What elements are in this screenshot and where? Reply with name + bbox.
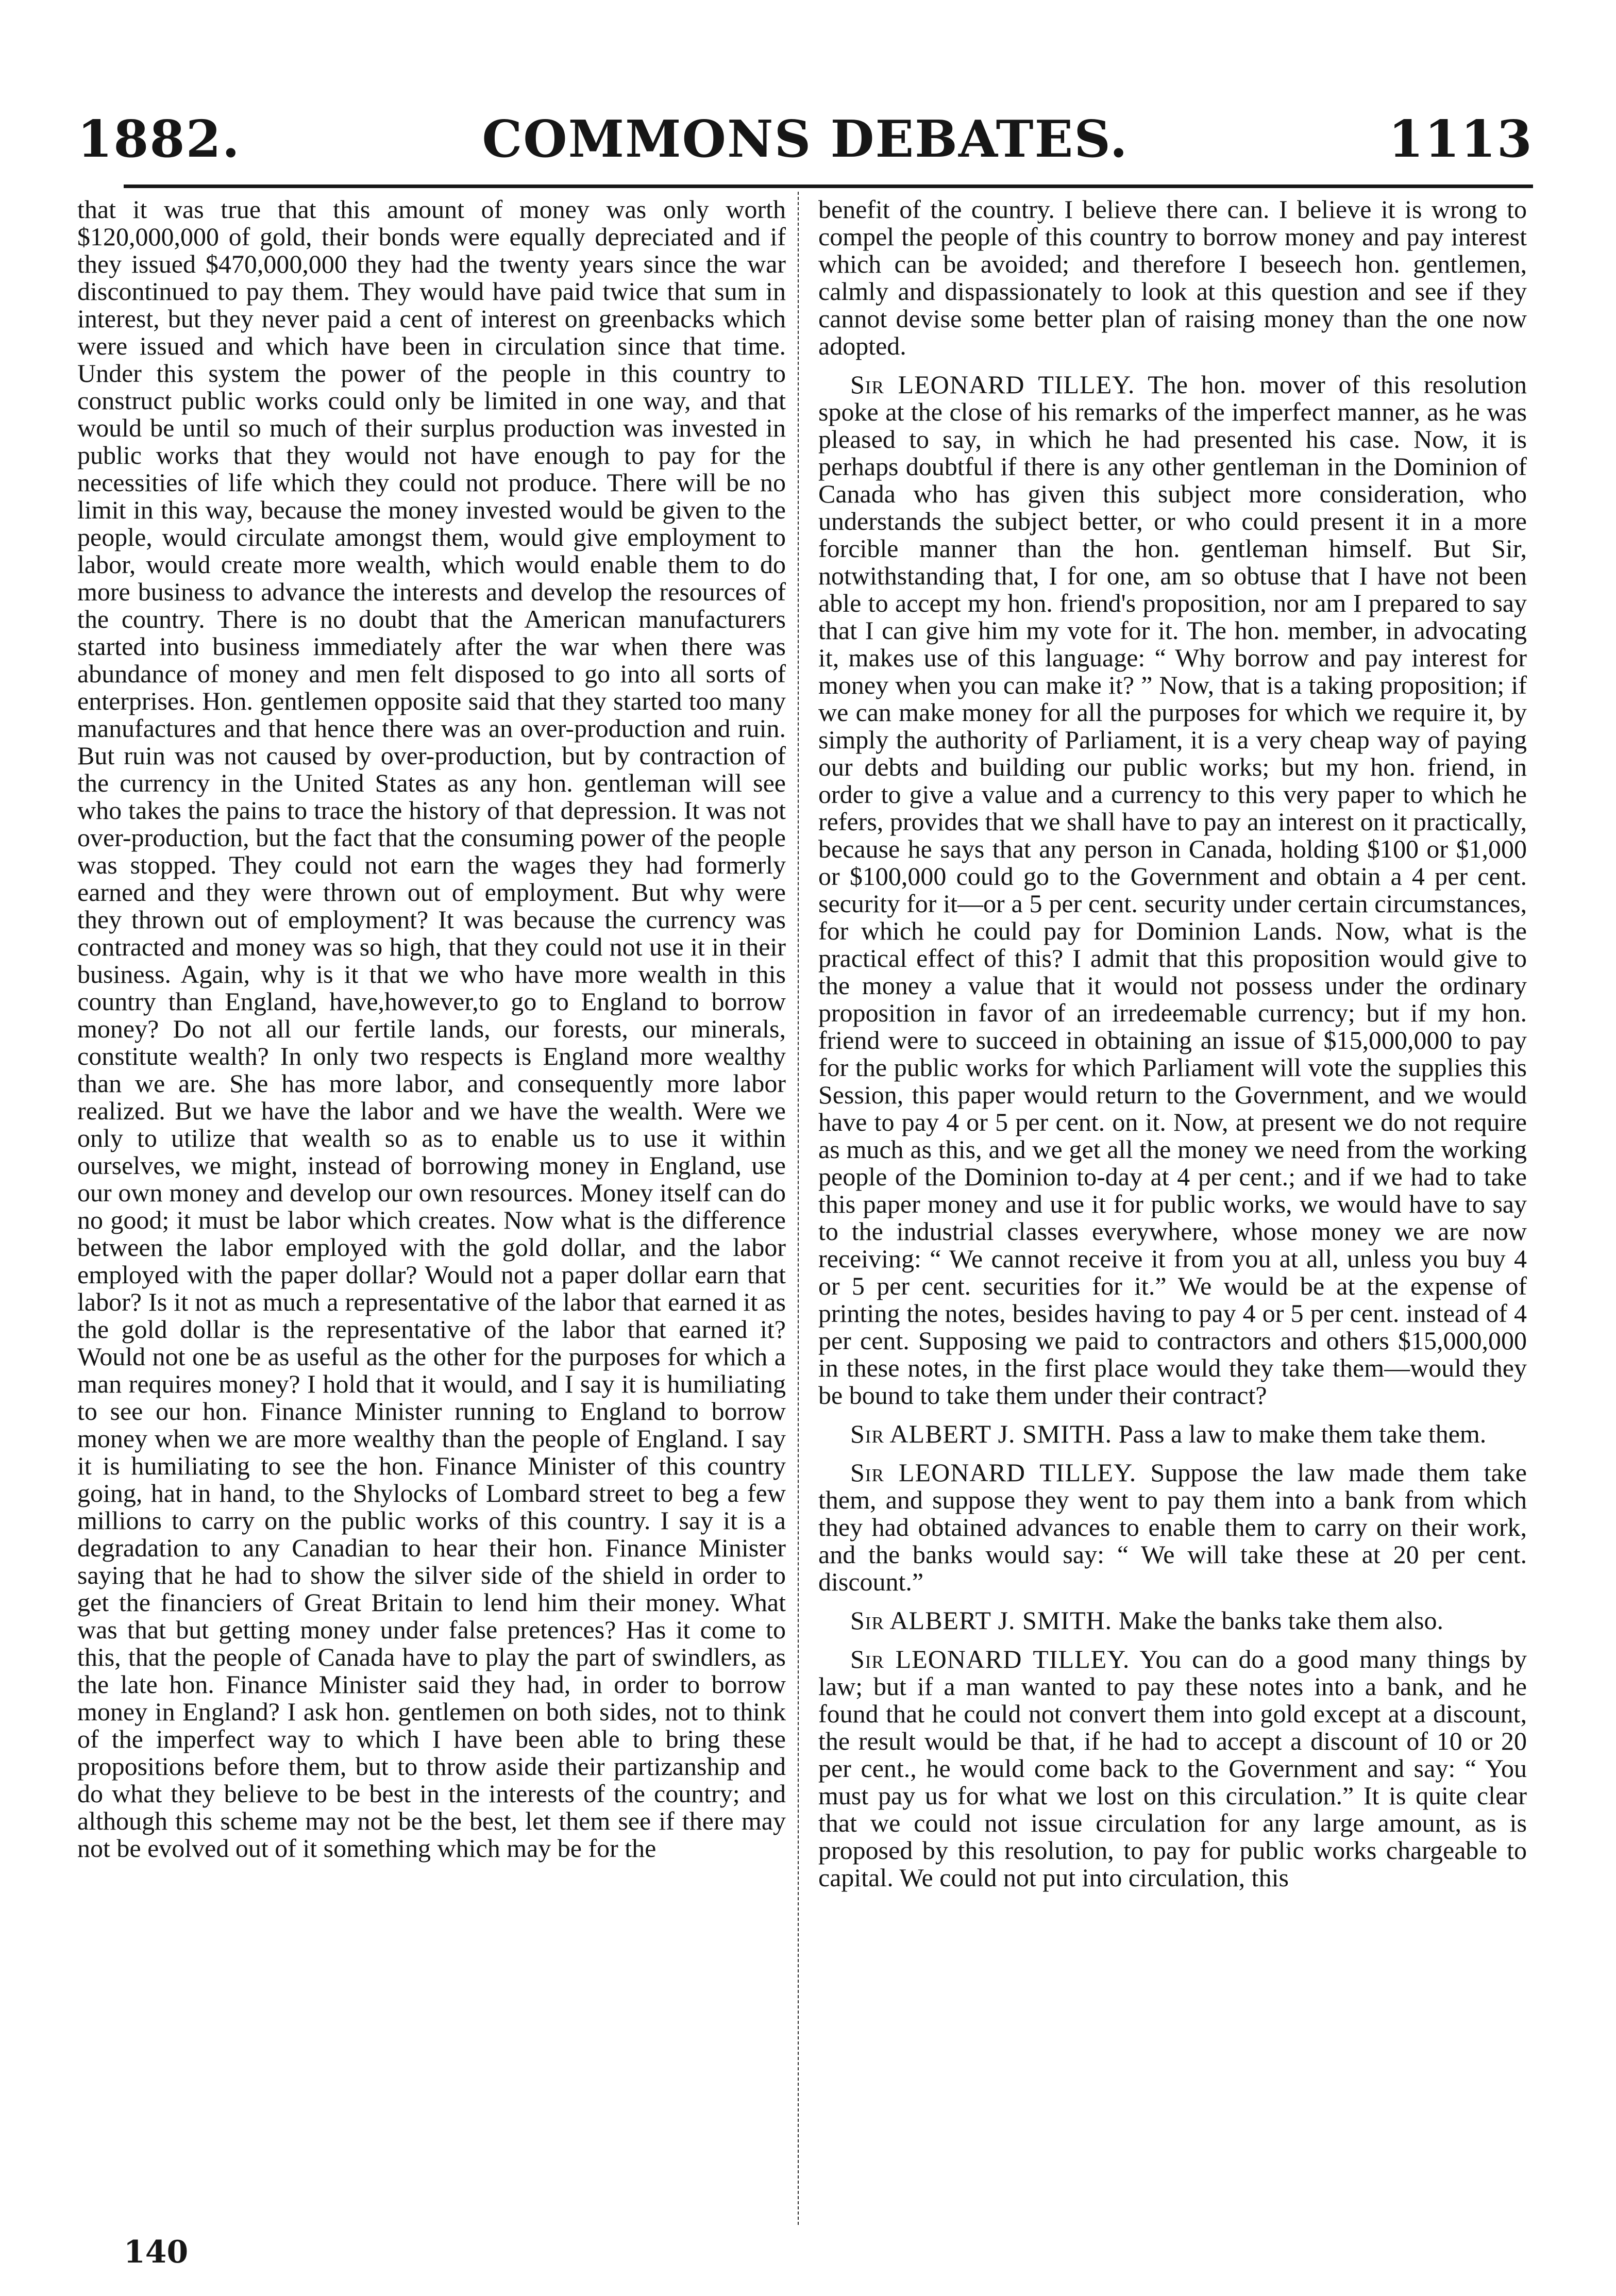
speaker-name: Sir LEONARD TILLEY. [850, 1645, 1130, 1673]
speech-text: The hon. mover of this resolution spoke at the close of his remarks of the imperfect manner, as he was pleased to say, in which he had presented his case. Now, it is perhaps doubtful if there is any other gentleman in the Dominion of Canada who has given this subject more consideration, who understands the subject better, or who could present it in a more forcible manner than the hon. gentleman himself. But Sir, notwithstanding that, I for one, am so obtuse that I have not been able to accept my hon. friend's proposition, nor am I prepared to say that I can give him my vote for it. The hon. member, in advocating it, makes use of this language: “ Why borrow and pay interest for money when you can make it? ” Now, that is a taking proposition; if we can make money for all the purposes for which we require it, by simply the authority of Parliament, it is a very cheap way of paying our debts and building our public works; but my hon. friend, in order to give a value and a currency to this very paper to which he refers, provides that we shall have to pay an interest on it practically, because he says that any person in Canada, holding $100 or $1,000 or $100,000 could go to the Government and obtain a 4 per cent. security for it—or a 5 per cent. security under certain circumstances, for which he could pay for Dominion Lands. Now, what is the practical effect of this? I admit that this proposition would give to the money a value that it would not possess under the ordinary proposition in favor of an irredeemable currency; but if my hon. friend were to succeed in obtaining an issue of $15,000,000 to pay for the public works for which Parliament will vote the supplies this Session, this paper would return to the Government, and we would have to pay 4 or 5 per cent. on it. Now, at present we do not require as much as this, and we get all the money we need from the working people of the Dominion to-day at 4 per cent.; and if we had to take this paper money and use it for public works, we would have to say to the industrial classes everywhere, whose money we are now receiving: “ We cannot receive it from you at all, unless you buy 4 or 5 per cent. securities for it.” We would be at the expense of printing the notes, besides having to pay 4 or 5 per cent. instead of 4 per cent. Supposing we paid to contractors and others $15,000,000 in these notes, in the first place would they take them—would they be bound to take them under their contract? [818, 370, 1527, 1410]
speech-text: You can do a good many things by law; but if a man wanted to pay these notes into a bank, and he found that he could not convert them into gold except at a discount, the result would be that, if he had to accept a discount of 10 or 20 per cent., he would come back to the Government and say: “ You must pay us for what we lost on this circulation.” It is quite clear that we could not issue circulation for any large amount, as is proposed by this resolution, to pay for public works chargeable to capital. We could not put into circulation, this [818, 1645, 1527, 1892]
speaker-name: Sir ALBERT J. SMITH. [850, 1419, 1113, 1448]
header-page-number: 1113 [1388, 110, 1533, 169]
header-title: COMMONS DEBATES. [482, 110, 1129, 169]
speech-text: Suppose the law made them take them, and suppose they went to pay them into a bank from which they had obtained advances to enable them to carry on their work, and the banks would say: “ We will take these at 20 per cent. discount.” [818, 1458, 1527, 1596]
speech-tilley-2 [818, 1459, 1527, 1596]
speaker-name: Sir LEONARD TILLEY. [850, 1458, 1137, 1487]
speaker-name: Sir LEONARD TILLEY. [850, 370, 1135, 399]
right-paragraph-continued: benefit of the country. I believe there can. I believe it is wrong to compel the people of this country to borrow money and pay interest which can be avoided; and therefore I beseech hon. gentlemen, calmly and dispassionately to look at this question and see if they cannot devise some better plan of raising money than the one now adopted. [818, 196, 1527, 360]
speech-tilley-1 [818, 371, 1527, 1409]
right-column [818, 196, 1527, 2226]
speech-text: Pass a law to make them take them. [1118, 1419, 1487, 1448]
header-rule [124, 185, 1533, 188]
speech-tilley-3 [818, 1646, 1527, 1891]
speech-smith-1 [818, 1420, 1527, 1448]
header-year: 1882. [77, 110, 241, 169]
left-column [77, 196, 786, 2226]
speech-smith-2 [818, 1607, 1527, 1634]
column-divider [798, 192, 800, 2225]
left-paragraph: that it was true that this amount of money was only worth $120,000,000 of gold, their bonds were equally depreciated and if they issued $470,000,000 they had the twenty years since the war discontinued to pay them. They would have paid twice that sum in interest, but they never paid a cent of interest on greenbacks which were issued and which have been in circulation since that time. Under this system the power of the people in this country to construct public works could only be limited in one way, and that would be until so much of their surplus production was invested in public works that they would not have enough to pay for the necessities of life which they could not produce. There will be no limit in this way, because the money invested would be given to the people, would circulate amongst them, would give employment to labor, would create more wealth, which would enable them to do more business to advance the interests and develop the resources of the country. There is no doubt that the American manufacturers started into business immediately after the war when there was abundance of money and men felt disposed to go into all sorts of enterprises. Hon. gentlemen opposite said that they started too many manufactures and that hence there was an over-production and ruin. But ruin was not caused by over-production, but by contraction of the currency in the United States as any hon. gentleman will see who takes the pains to trace the history of that depression. It was not over-production, but the fact that the consuming power of the people was stopped. They could not earn the wages they had formerly earned and they were thrown out of employment. But why were they thrown out of employment? It was because the currency was contracted and money was so high, that they could not use it in their business. Again, why is it that we who have more wealth in this country than England, have,however,to go to England to borrow money? Do not all our fertile lands, our forests, our minerals, constitute wealth? In only two respects is England more wealthy than we are. She has more labor, and consequently more labor realized. But we have the labor and we have the wealth. Were we only to utilize that wealth so as to enable us to use it within ourselves, we might, instead of borrowing money in England, use our own money and develop our own resources. Money itself can do no good; it must be labor which creates. Now what is the difference between the labor employed with the gold dollar, and the labor employed with the paper dollar? Would not a paper dollar earn that labor? Is it not as much a representative of the labor that earned it as the gold dollar is the representative of the labor that earned it? Would not one be as useful as the other for the purposes for which a man requires money? I hold that it would, and I say it is humiliating to see our hon. Finance Minister running to England to borrow money when we are more wealthy than the people of England. I say it is humiliating to see the hon. Finance Minister of this country going, hat in hand, to the Shylocks of Lombard street to beg a few millions to carry on the public works of this country. I say it is a degradation to any Canadian to hear their hon. Finance Minister saying that he had to show the silver side of the shield in order to get the financiers of Great Britain to lend him their money. What was that but getting money under false pretences? Has it come to this, that the people of Canada have to play the part of swindlers, as the late hon. Finance Minister said they had, in order to borrow money in England? I ask hon. gentlemen on both sides, not to think of the imperfect way to which I have been able to bring these propositions before them, but to throw aside their partizanship and do what they believe to be best in the interests of the country; and although this scheme may not be the best, let them see if there may not be evolved out of it something which may be for the [77, 196, 786, 1863]
signature-mark: 140 [124, 2234, 189, 2270]
page-header [77, 77, 1533, 170]
speaker-name: Sir ALBERT J. SMITH. [850, 1606, 1113, 1635]
speech-text: Make the banks take them also. [1118, 1606, 1443, 1635]
